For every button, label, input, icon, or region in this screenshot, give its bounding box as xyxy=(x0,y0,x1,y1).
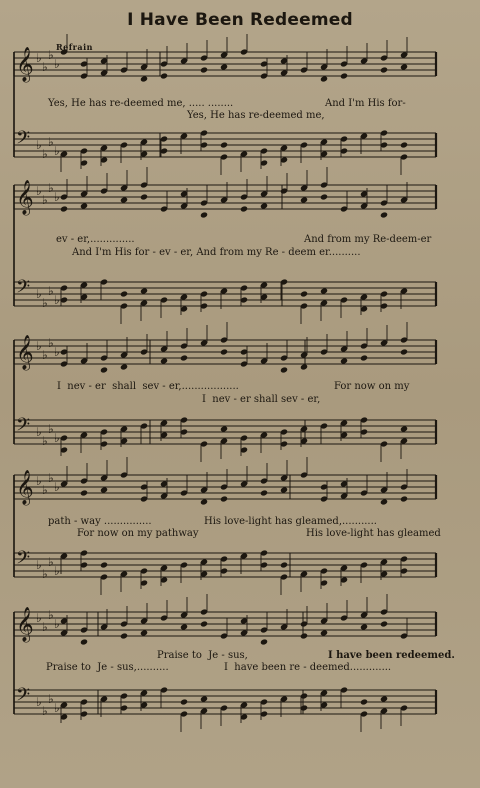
note-head xyxy=(160,357,168,364)
lyric-line: For now on my xyxy=(334,381,410,392)
flat-icon: ♭ xyxy=(54,293,60,307)
treble-clef-icon: 𝄞 xyxy=(16,470,34,505)
lyric-line: I have been redeemed. xyxy=(328,650,455,661)
flat-icon: ♭ xyxy=(48,692,54,706)
note-head xyxy=(360,698,368,705)
note-head xyxy=(180,623,188,630)
note-head xyxy=(220,141,228,148)
flat-icon: ♭ xyxy=(36,138,42,152)
note-head xyxy=(280,486,288,493)
note-head xyxy=(300,363,308,370)
note-head xyxy=(100,366,108,373)
note-head xyxy=(220,495,228,502)
flat-icon: ♭ xyxy=(54,345,60,359)
bass-clef-icon: 𝄢 xyxy=(16,685,31,710)
lyric-line: And I'm His for - ev - er, And from my Re - deem er.......... xyxy=(72,247,361,258)
flat-icon: ♭ xyxy=(54,57,60,71)
lyric-line: ev - er,.............. xyxy=(56,234,135,245)
note-head xyxy=(320,193,328,200)
bass-clef-icon: 𝄢 xyxy=(16,277,31,302)
note-head xyxy=(180,698,188,705)
note-head xyxy=(260,489,268,496)
flat-icon: ♭ xyxy=(48,48,54,62)
note-head xyxy=(140,75,148,82)
flat-icon: ♭ xyxy=(42,147,48,161)
hymn-title: I Have Been Redeemed xyxy=(127,10,353,30)
lyric-line: I nev - er shall sev - er, xyxy=(202,394,321,405)
note-head xyxy=(80,638,88,645)
treble-clef-icon: 𝄞 xyxy=(16,47,34,82)
flat-icon: ♭ xyxy=(42,620,48,634)
note-head xyxy=(400,495,408,502)
note-head xyxy=(100,561,108,568)
flat-icon: ♭ xyxy=(54,564,60,578)
lyric-line: And from my Re-deem-er xyxy=(304,234,432,245)
note-head xyxy=(340,72,348,79)
note-head xyxy=(160,72,168,79)
flat-icon: ♭ xyxy=(36,425,42,439)
flat-icon: ♭ xyxy=(36,695,42,709)
refrain-label: Refrain xyxy=(56,42,93,52)
note-head xyxy=(380,695,388,702)
note-head xyxy=(260,202,268,209)
note-head xyxy=(80,202,88,209)
lyric-line: Praise to Je - sus,.......... xyxy=(46,662,169,673)
note-head xyxy=(220,63,228,70)
flat-icon: ♭ xyxy=(54,701,60,715)
flat-icon: ♭ xyxy=(48,336,54,350)
bass-clef-icon: 𝄢 xyxy=(16,415,31,440)
note-head xyxy=(300,632,308,639)
lyric-line: And I'm His for- xyxy=(325,98,406,109)
note-head xyxy=(300,196,308,203)
note-head xyxy=(380,66,388,73)
note-head xyxy=(300,290,308,297)
note-head xyxy=(240,205,248,212)
lyric-line: For now on my pathway xyxy=(77,528,199,539)
note-head xyxy=(360,623,368,630)
note-head xyxy=(380,211,388,218)
note-head xyxy=(340,357,348,364)
lyric-line: His love-light has gleamed,........... xyxy=(204,516,377,527)
note-head xyxy=(140,193,148,200)
lyric-line: Yes, He has re-deemed me, xyxy=(187,110,325,121)
note-head xyxy=(200,211,208,218)
note-head xyxy=(320,629,328,636)
lyric-line: Praise to Je - sus, xyxy=(157,650,248,661)
note-head xyxy=(180,354,188,361)
treble-clef-icon: 𝄞 xyxy=(16,180,34,215)
flat-icon: ♭ xyxy=(54,144,60,158)
lyric-line: His love-light has gleamed xyxy=(306,528,441,539)
note-head xyxy=(220,348,228,355)
flat-icon: ♭ xyxy=(48,471,54,485)
note-head xyxy=(140,287,148,294)
flat-icon: ♭ xyxy=(48,608,54,622)
lyric-line: I nev - er shall sev - er,.................. xyxy=(57,381,239,392)
note-head xyxy=(200,695,208,702)
flat-icon: ♭ xyxy=(42,348,48,362)
flat-icon: ♭ xyxy=(54,617,60,631)
note-head xyxy=(320,75,328,82)
flat-icon: ♭ xyxy=(48,284,54,298)
note-head xyxy=(200,66,208,73)
bass-clef-icon: 𝄢 xyxy=(16,128,31,153)
note-head xyxy=(400,63,408,70)
note-head xyxy=(80,489,88,496)
flat-icon: ♭ xyxy=(42,483,48,497)
flat-icon: ♭ xyxy=(54,190,60,204)
note-head xyxy=(120,196,128,203)
treble-clef-icon: 𝄞 xyxy=(16,607,34,642)
lyric-line: Yes, He has re-deemed me, ..... ........ xyxy=(48,98,234,109)
note-head xyxy=(140,629,148,636)
flat-icon: ♭ xyxy=(42,434,48,448)
flat-icon: ♭ xyxy=(54,431,60,445)
note-head xyxy=(120,363,128,370)
flat-icon: ♭ xyxy=(36,184,42,198)
note-head xyxy=(400,141,408,148)
flat-icon: ♭ xyxy=(36,287,42,301)
note-head xyxy=(60,205,68,212)
lyric-line: path - way ............... xyxy=(48,516,152,527)
note-head xyxy=(220,425,228,432)
note-head xyxy=(280,561,288,568)
note-head xyxy=(380,620,388,627)
flat-icon: ♭ xyxy=(42,296,48,310)
flat-icon: ♭ xyxy=(42,193,48,207)
note-head xyxy=(400,348,408,355)
note-head xyxy=(400,425,408,432)
note-head xyxy=(360,354,368,361)
flat-icon: ♭ xyxy=(42,704,48,718)
flat-icon: ♭ xyxy=(48,181,54,195)
flat-icon: ♭ xyxy=(36,51,42,65)
note-head xyxy=(380,498,388,505)
flat-icon: ♭ xyxy=(36,339,42,353)
flat-icon: ♭ xyxy=(36,558,42,572)
flat-icon: ♭ xyxy=(48,555,54,569)
note-head xyxy=(260,638,268,645)
treble-clef-icon: 𝄞 xyxy=(16,335,34,370)
flat-icon: ♭ xyxy=(36,474,42,488)
bass-clef-icon: 𝄢 xyxy=(16,548,31,573)
note-head xyxy=(200,620,208,627)
flat-icon: ♭ xyxy=(48,422,54,436)
note-head xyxy=(280,366,288,373)
flat-icon: ♭ xyxy=(36,611,42,625)
lyric-line: I have been re - deemed............. xyxy=(224,662,392,673)
note-head xyxy=(120,290,128,297)
note-head xyxy=(320,287,328,294)
note-head xyxy=(200,498,208,505)
flat-icon: ♭ xyxy=(54,480,60,494)
note-head xyxy=(120,632,128,639)
flat-icon: ♭ xyxy=(42,60,48,74)
note-head xyxy=(100,486,108,493)
flat-icon: ♭ xyxy=(48,135,54,149)
flat-icon: ♭ xyxy=(42,567,48,581)
